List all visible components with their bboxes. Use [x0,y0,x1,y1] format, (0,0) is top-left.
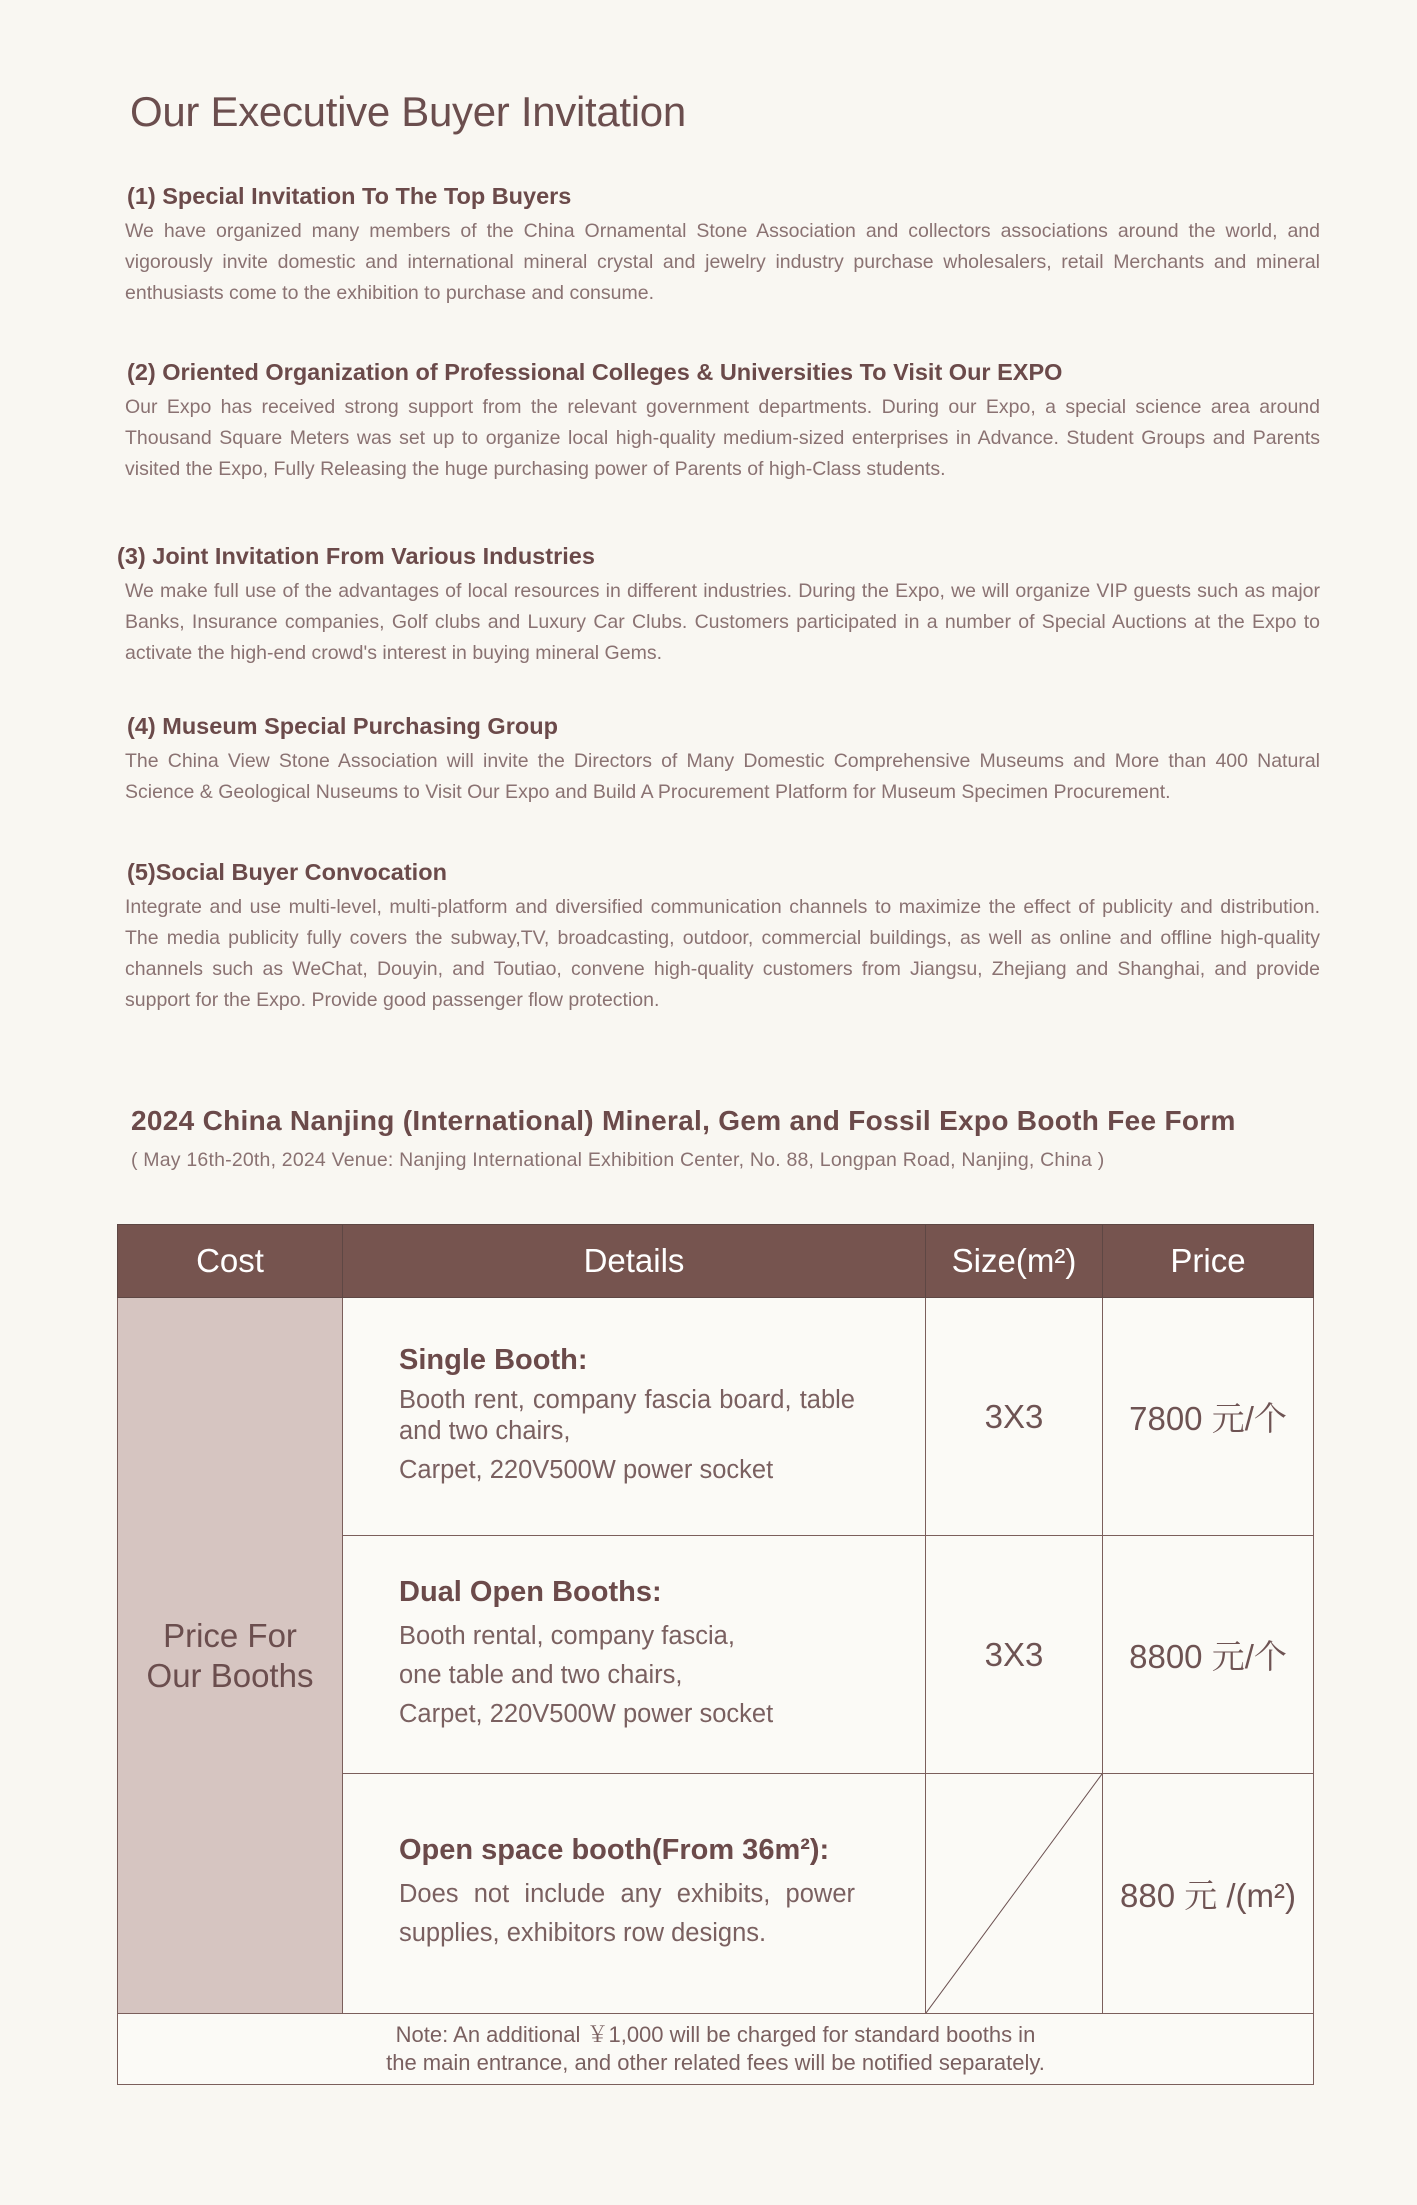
section-heading: (5)Social Buyer Convocation [127,859,447,885]
booth-detail-line: Booth rental, company fascia, [399,1621,735,1650]
fee-form-title: 2024 China Nanjing (International) Mineral, Gem and Fossil Expo Booth Fee Form [131,1105,1236,1136]
booth-detail-line: Carpet, 220V500W power socket [399,1455,774,1484]
header-cost: Cost [118,1225,343,1298]
section-body: Integrate and use multi-level, multi-platform and diversified communication channels to maximize the effect of publicity and distribution. The media publicity fully covers the subway,TV, broadcasting, outdoor, commercial buildings, as well as online and offline high-quality channels such as WeChat, Douyin, and Toutiao, convene high-quality customers from Jiangsu, Zhejiang and Shanghai, and provide support for the Expo. Provide good passenger flow protection. [125,896,1320,1011]
diagonal-slash [926,1774,1102,2013]
booth-price: 880 元 /(m²) [1103,1774,1314,2014]
table-note: Note: An additional ￥1,000 will be charged for standard booths in the main entrance, and other related fees will be notified separately. [118,2014,1314,2085]
section-museum [125,713,1320,808]
booth-detail-line: Does not include any exhibits, power supplies, exhibitors row designs. [399,1880,855,1947]
section-body: The China View Stone Association will invite the Directors of Many Domestic Comprehensive Museums and More than 400 Natural Science & Geological Nuseums to Visit Our Expo and Build A Procurement Platform for Museum Specimen Procurement. [125,750,1320,803]
section-heading: (1) Special Invitation To The Top Buyers [127,183,572,209]
booth-name: Single Booth: [399,1343,588,1376]
section-top-buyers [125,183,1320,309]
section-heading: (4) Museum Special Purchasing Group [127,713,558,739]
booth-price: 8800 元/个 [1103,1536,1314,1774]
booth-name: Open space booth(From 36m²): [399,1834,830,1866]
booth-detail-line: Booth rent, company fascia board, table and two chairs, [399,1385,855,1445]
booth-details [343,1536,926,1774]
section-heading: (3) Joint Invitation From Various Industries [117,543,595,569]
booth-details [343,1774,926,2014]
table-row [118,1298,1314,1536]
header-details: Details [343,1225,926,1298]
cost-label: Price For Our Booths [118,1298,343,2014]
table-note-row [118,2014,1314,2085]
section-colleges [125,359,1320,485]
fee-form-subtitle: ( May 16th-20th, 2024 Venue: Nanjing International Exhibition Center, No. 88, Longpan Road, Nanjing, China ) [131,1149,1105,1171]
booth-size-not-applicable [926,1774,1103,2014]
section-heading: (2) Oriented Organization of Professional Colleges & Universities To Visit Our EXPO [127,359,1063,385]
booth-fee-table [117,1224,1314,2085]
table-header-row [118,1225,1314,1298]
section-body: We have organized many members of the China Ornamental Stone Association and collectors associations around the world, and vigorously invite domestic and international mineral crystal and jewelry industry purchase wholesalers, retail Merchants and mineral enthusiasts come to the exhibition to purchase and consume. [125,220,1320,304]
section-social-buyer [125,859,1320,1016]
section-body: We make full use of the advantages of local resources in different industries. During the Expo, we will organize VIP guests such as major Banks, Insurance companies, Golf clubs and Luxury Car Clubs. Customers participated in a number of Special Auctions at the Expo to activate the high-end crowd's interest in buying mineral Gems. [125,580,1320,664]
booth-name: Dual Open Booths: [399,1575,662,1608]
booth-price: 7800 元/个 [1103,1298,1314,1536]
header-price: Price [1103,1225,1314,1298]
booth-size: 3X3 [926,1536,1103,1774]
header-size: Size(m²) [926,1225,1103,1298]
page-title: Our Executive Buyer Invitation [130,88,686,135]
booth-detail-line: one table and two chairs, [399,1660,683,1689]
booth-details [343,1298,926,1536]
booth-detail-line: Carpet, 220V500W power socket [399,1699,774,1728]
section-body: Our Expo has received strong support from the relevant government departments. During our Expo, a special science area around Thousand Square Meters was set up to organize local high-quality medium-sized enterprises in Advance. Student Groups and Parents visited the Expo, Fully Releasing the huge purchasing power of Parents of high-Class students. [125,396,1320,480]
booth-size: 3X3 [926,1298,1103,1536]
section-industries [115,543,1320,669]
